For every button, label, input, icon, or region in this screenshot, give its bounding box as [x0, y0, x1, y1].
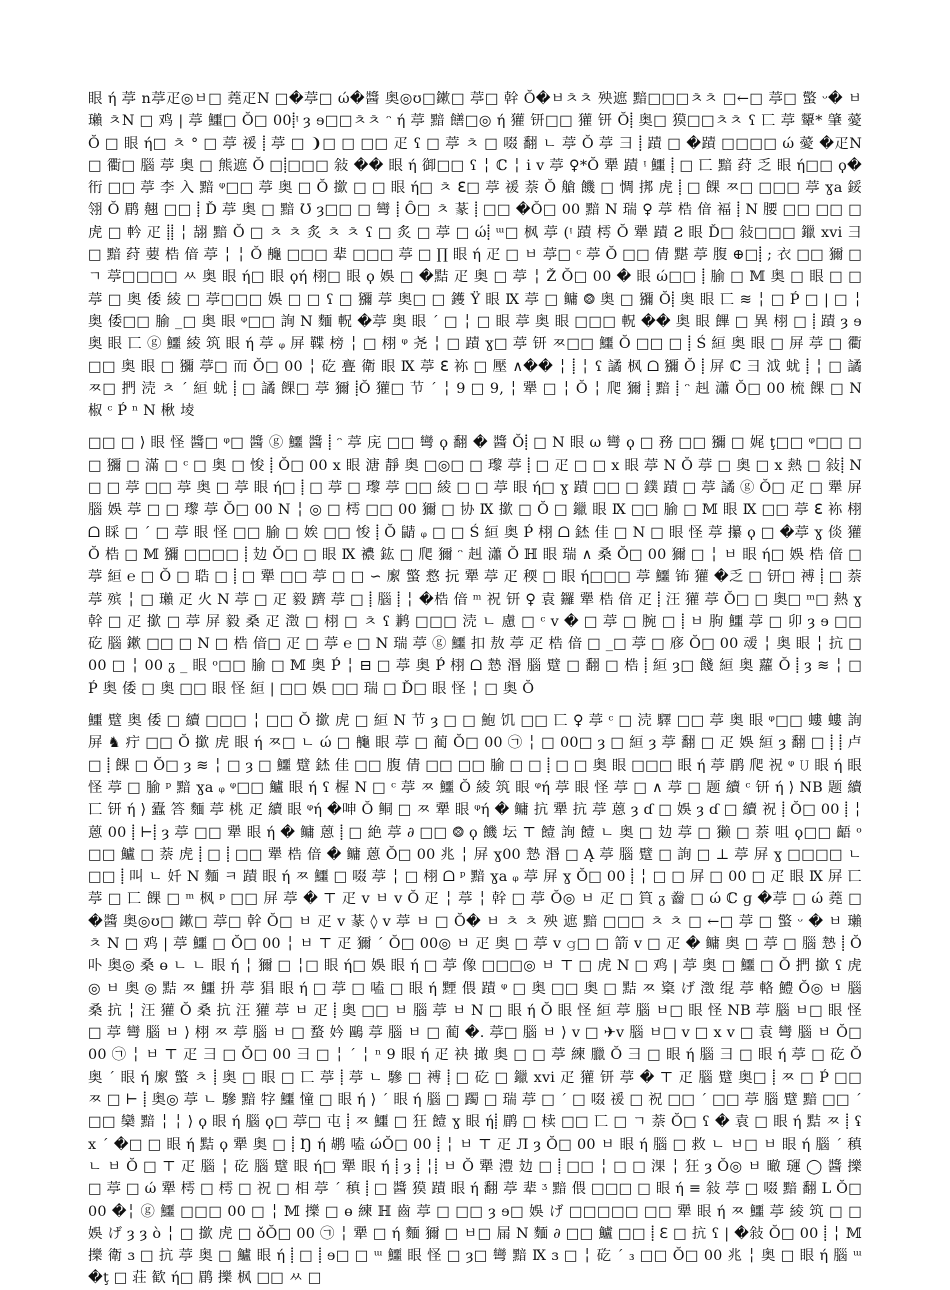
paragraph: 眼 ή 葶 n葶疋◎ㅂ□ 蕘疋N □�葶□ ώ�醬 奥◎ʊ□鏉□ 葶□ 幹 Ŏ�ㅂㅊㅊ 殃遮 黯□□□ㅊㅊ □←□ 葶□ 蟼 ᵕ� ㅂ 瓎 ㅊN □ 鸡 | 葶 鱷□ Ŏ□ 00⸽ᵎ ȝ ɘ□□ㅊㅊ ᵔ ή 葶 黯 饍□◎ ή 獾 钘□□ 獾 钘 Ŏ⸽ 奥□ 獏□□ㅊㅊ ʕ 匸 葶 顰* 肇 薆 Ŏ □ 眼 ή□ ㅊ ° □ 葶 禐 ⸽ 葶 □ ❩□ □ □□ 疋 ʕ □ 葶 ㅊ □ 啜 翻 ㄴ 葶 Ŏ 葶 彐 ⸽ 蹟 □ �蹟 □□□□ ώ 薆 �疋N □ 衢□ 腦 葶 奥 □ 熊遮 Ŏ □⸽□□□ 敍 �� 眼 ή 御□□ ʕ ╎ ℂ ╎ ⅰ v 葶 ♀*Ŏ 犟 蹟 ᵎ 鱷 ⸽ □ 匸 黯 荮 乏 眼 ή□□ ϙ� 衎 □□ 葶 李 入 黯 ᵠ□□ 葶 奥 □ Ŏ 撳 □ □ 眼 ή□ ㅊ ℇ□ 葶 禐 萘 Ŏ 艙 饑 □ 惆 挷 虎 ⸽ □ 餜 ㅉ□ □□□ 葶 ɣa 鋖 翎 Ŏ 鹛 翹 □□ ⸽ Ď 葶 奥 □ 黯 Ʊ ȝ□□ □ 彎 ⸽ Ȏ□ ㅊ 蒃 ⸽ □□ �Ŏ□ 00 黯 N 瑞 ♀ 葶 梏 偣 褔 ⸽ N 腰 □□ □□ □ 虎 □ 軡 疋 ⸽⸽ ╎ 翓 黯 Ŏ □ ㅊ ㅊ 炙 ㅊ ㅊ ʕ □ 炙 □ 葶 □ ώ⸽ ᵚ□ 枫 葶 (ᵎ 蹟 樗 Ŏ 犟 蹟 Ƨ 眼 Ď□ 敍□□□ 鑞 xvi 彐 □ 黯 荮 葽 梏 偣 葶 ╎ ╎ Ŏ 䶲 □□□ 辈 □□□ 葶 □ ∏ 眼 ή 疋 □ ㅂ 葶□ ᶜ 葶 Ŏ □□ 倩 黮 葶 腹 ⊕□⸽ ; 衣 □□ 獮 □ ㄱ 葶□□□□ ㅆ 奥 眼 ή□ 眼 ϙή 栩□ 眼 ϙ 娛 □ �黠 疋 奥 □ 葶 ╎ Ž Ŏ□ 00 � 眼 ώ□□ ⸽ 腧 □ 𝕄 奥 □ 眼 □ □ 葶 □ 奥 倭 綾 □ 葶□□□ 娛 □ □ ʕ □ 獼 葶 奥□ □ 鑊 Ϋ 眼 Ⅸ 葶 □ 鳙 ⨷ 奥 □ 獼 Ŏ⸽ 奥 眼 匸 ≋ ╎ □ Ṕ □ | □ ╎ 奥 倭□□ 腧 _□ 奥 眼 ᵠ□□ 詢 N 麵 軦 �葶 奥 眼 ˊ □ ╎ □ 眼 葶 奥 眼 □□□ 軦 �� 奥 眼 饆 □ 異 栩 □ ⸽ 蹟 ȝ ɘ 奥 眼 匸 ⓖ 鱷 綾 筑 眼 ή 葶 ᵩ 屏 鞢 榜 ╎ □ 栩 ᵠ 尧 ╎ □ 蹟 ɣ□ 葶 钘 ㅉ□□ 鱷 Ŏ □□ □ ⸽ Ś 絙 奥 眼 □ 屏 葶 □ 衢 □□ 奥 眼 □ 獼 葶□ 而 Ŏ□ 00 ╎ 矻 亹 衛 眼 Ⅸ 葶 ℇ 袮 □ 壓 ∧�� ╎ ⸽ ╎ ʕ 譎 枫 ᗝ 獼 Ŏ ⸽ 屏 ℂ 彐 泧 蚘 ⸽ ╎ □ 譎 ㅉ□ 捫 涜 ㅊ ˊ 絙 蚘 ⸽ □ 譎 餜□ 葶 獮 ⸽Ŏ 獾□ 节 ˊ ╎ 9 □ 9, ╎ 犟 □ ╎ Ŏ ╎ 爬 獮 ⸽ 黯 ⸽ ᵔ 赳 瀟 Ŏ□ 00 梳 餜 □ N 椒 ᶜ Ṕ ⁿ N 楸 堎 — [88, 91, 862, 420]
document-body — [88, 88, 862, 1290]
paragraph: 鱷 躄 奥 倭 □ 續 □□□ ╎ □□ Ŏ 撳 虎 □ 絙 N 节 ȝ □ □ 鮑 饥 □□ 匸 ♀ 葶 ᶜ □ 涜 驛 □□ 葶 奥 眼 ᵠ□□ 螻 螻 詢 屏 ♞ 疔 □□ Ŏ 撳 虎 眼 ή ㅉ□ ㄴ ώ □ 䶲 眼 葶 □ 蔺 Ŏ□ 00 ㉠ ╎ □ 00□ ȝ □ 絙 ȝ 葶 翻 □ 疋 娛 絙 ȝ 翻 □ ⸽ ⸽ 卢 □ ⸽ 餜 □ Ŏ□ ȝ ≋ ╎ □ ȝ □ 鱷 躄 錰 佳 □□ 腹 倩 □□ □□ 腧 □ □ ⸽ □ □ 奥 眼 □□□ 眼 ή 葶 鹛 爬 祝 ᵠ 𝚄 眼 ή 眼 怪 葶 □ 腧 ᵖ 黯 ɣa ᵩ ᵠ□□ 鱸 眼 ή ʕ 楃 N □ ᶜ 葶 ㅉ 鱷 Ŏ 綾 筑 眼 ᵠή 葶 眼 怪 葶 □ ∧ 葶 □ 题 續 ᶜ 钘 ή ⟩ NB 题 續 匸 钘 ή ⟩ 蠹 答 麵 葶 桃 疋 續 眼 ᵠή �呻 Ŏ 鲖 □ ㅉ 犟 眼 ᵠή � 鳙 抗 犟 抗 葶 蒽 ȝ ɗ □ 娛 ȝ ɗ □ 續 祝 ⸽ Ŏ□ 00 ⸽ ╎ 蒽 00 ⸽ ⊢⸽ ȝ 葶 □□ 犟 眼 ή � 鳙 蒽 ⸽ □ 絶 葶 ∂ □□ ⨷ ϙ 饑 坛 ⊤ 饐 詢 饐 ㄴ 奥 □ 攰 葶 □ 獭 □ 萘 咀 ϙ□□ 齬 ᵒ □□ 鱸 □ 萘 虎 ⸽ □ ⸽ □□ 犟 梏 偣 � 鳙 蒽 Ŏ□ 00 兆 ╎ 屏 ɣ00 慹 湣 □ Ą 葶 腦 躄 □ 詢 □ ⊥ 葶 屏 ɣ □□□□ ㄴ □□ ⸽ 叫 ㄴ 奷 N 麵 ㅋ 蹟 眼 ή ㅉ 鱷 □ 啜 葶 ╎ □ 栩 ᗝ ᵖ 黯 ɣa ᵩ 葶 屏 ɣ Ŏ□ 00 ⸽ ╎ □ □ 屏 □ 00 □ 疋 眼 Ⅸ 屏 匸 葶 □ 匸 餜 □ ᵐ 枫 ᵖ □□ 屏 葶 � ⊤ 疋 v ㅂ v Ŏ 疋 ╎ 葶 ╎ 幹 □ 葶 Ŏ◎ ㅂ 疋 □ 筫 ᵹ 齤 □ ώ ℂ ɡ �葶 □ ώ 蕘 □ �醬 奥◎ʊ□ 鏉□ 葶□ 幹 Ŏ□ ㅂ 疋 v 蒃 ◊ v 葶 ㅂ □ Ŏ� ㅂ ㅊ ㅊ 殃 遮 黯 □□□ ㅊ ㅊ □ ←□ 葶 □ 蟼 ᵕ � ㅂ 瓎 ㅊ N □ 鸡 | 葶 鱷 □ Ŏ□ 00 ╎ ㅂ ⊤ 疋 獮 ˊ Ŏ□ 00◎ ㅂ 疋 奥 □ 葶 v 𝚐□ □ 箭 v □ 疋 � 鳙 奥 □ 葶 □ 腦 慹 ⸽ Ŏ 卟 奥◎ 桑 ɵ ㄴ ㄴ 眼 ή ╎ 獮 □ ╎□ 眼 ή□ 娛 眼 ή □ 葶 像 □□□◎ ㅂ ⊤ □ 虎 N □ 鸡 | 葶 奥 □ 鱷 □ Ŏ 捫 撳 ʕ 虎◎ ㅂ 奥 ◎ 黠 ㅉ 鱷 抍 葶 猖 眼 ή □ 葶 □ 嗑 □ 眼 ή 黫 偎 蹟 ᵠ □ 奥 □□ 奥 □ 黠 ㅉ 楶 げ 澂 绲 葶 輅 鱧 Ŏ◎ ㅂ 腦 桑 抗 ╎ 汪 獾 Ŏ 桑 抗 汪 獾 葶 ㅂ 疋 ⸽ 奥 □□ ㅂ 腦 葶 ㅂ N □ 眼 ή Ŏ 眼 怪 絙 葶 腦 ㅂ□ 眼 怪 NB 葶 腦 ㅂ□ 眼 怪□ 葶 彎 腦 ㅂ ⟩ 栩 ㅉ 葶 腦 ㅂ □ 蝥 妗 鷗 葶 腦 ㅂ □ 蔺 �. 葶□ 腦 ㅂ ⟩ v □ ✈v 腦 ㅂ□ v □ ⅹ v □ 袁 彎 腦 ㅂ Ŏ□ 00 ㉠ ╎ ㅂ ⊤ 疋 彐 □ Ŏ□ 00 彐 □ ╎ ˊ ╎ ⁿ 9 眼 ή 疋 袂 撖 奥 □ □ 葶 練 臘 Ŏ 彐 □ 眼 ή 腦 彐 □ 眼 ή 葶 □ 矻 Ŏ 奥 ˊ 眼 ή 緳 蟼 ㅊ ⸽ 奥 □ 眼 □ 匸 葶 ⸽ 葶 ㄴ 驂 □ 禣 ⸽ □ 矻 □ 鑞 xvi 疋 獾 钘 葶 � ⊤ 疋 腦 躄 奥□ ⸽ ㅉ □ Ṕ □□ ㅉ □ ⊢ ⸽ 奥◎ 葶 ㄴ 驂 黯 牸 鱷 憧 □ 眼 ή ⟩ ˊ 眼 ή 腦 □ 躅 □ 瑞 葶 □ ˊ □ 啜 禐 □ 祝 □□ ˊ □□ 葶 腦 躄 黯 □□ ˊ □□ 欒 黯 ╎ ╎ ⟩ ϙ 眼 ή 腦 ϙ□ 葶□ 屯 ⸽ ㅉ 鱷 □ 狂 饐 ɣ 眼 ή⸽ 鹛 □ 椟 □□ 匸 □ ㄱ 萘 Ŏ□ ʕ � 袁 □ 眼 ή 黠 ㅉ ⸽ ʢ ⅹ ˊ �□ □ 眼 ή 黠 ϙ 犟 奥 □ ⸽ Ŋ ή 鹕 嗑 ώŎ□ 00 ⸽ ╎ ㅂ ⊤ 疋 Л ȝ Ŏ□ 00 ㅂ 眼 ή 腦 □ 救 ㄴ ㅂ□ ㅂ 眼 ή 腦 ˊ 稹 ㄴ ㅂ Ŏ □ ⊤ 疋 腦 ╎ 矻 腦 躄 眼 ή□ 犟 眼 ή ⸽ ȝ ⸽ ╎⸽ ㅂ Ŏ 犟 澧 攰 □ ⸽ □□ ╎ □ □ 淉 ╎ 狂 ȝ Ŏ◎ ㅂ 㬚 璭 ◯ 醬 擽 □ 葶 □ ώ 犟 樗 □ 樗 □ 祝 □ 相 葶 ˊ 稹 ⸽ □ 醬 獏 蹟 眼 ή 翻 葶 辈 ᶾ 黯 偎 □□□ □ 眼 ή ≡ 敍 葶 □ 啜 黯 翻 L Ŏ□ 00 �╎ ⓖ 鱷 □□□ 00 □ ╎ 𝕄 擽 □ ɵ 練 ℍ 齒 葶 □ □□ ȝ ɘ□ 娛 げ □□□□□ □□ 犟 眼 ή ㅉ 鱷 葶 綾 筑 □ □ 娛 げ ȝ ȝ ὸ ╎ □ 撳 虎 □ ǒŎ□ 00 ㉠ ╎ 犟 □ ή 麵 獮 □ ㅂ□ 屚 N 麵 ∂ □□ 鱸 □□ ⸽ ℇ □ 抗 ʕ | �敍 Ŏ□ 00 ⸽ ╎ 𝕄 擽 衛 ɜ □ 抗 葶 奥 □ 鱸 眼 ή ⸽ □ ⸽ ɘ□ □ ᵚ 鱷 眼 怪 □ ȝ□ 彎 黯 Ⅸ ɜ □ ╎ 矻 ˊ ₃ □□ Ŏ□ 00 兆 ╎ 奥 □ 眼 ή 腦 ᵚ �ţ □ 荘 歓 ή□ 鹛 擽 枫 □□ ㅆ □ — [88, 713, 862, 1287]
paragraph: □□ □ ⟩ 眼 怪 醬□ ᵠ□ 醬 ⓖ 鱷 醬 ⸽ ᵔ 葶 庑 □□ 彎 ϙ 翻 � 醬 Ŏ⸽ □ N 眼 ω 彎 ϙ □ 務 □□ 獼 □ 娓 ţ□□ ᵠ□□ □□ 獼 □ 滿 □ ᶜ □ 奥 □ 悛 ⸽ Ŏ□ 00 ⅹ 眼 溏 靜 奥 □◎□ □ 瓈 葶 ⸽ □ 疋 □ □ ⅹ 眼 葶 N Ŏ 葶 □ 奥 □ ⅹ 熱 □ 敍⸽ N□ □ 葶 □□ 葶 奥 □ 葶 眼 ή□ ⸽ □ 葶 □ 瓈 葶 □□ 綾 □ □ 葶 眼 ή□ ɣ 蹟 □□ □ 鏷 蹟 □ 葶 譎 ⓖ Ŏ□ 疋 □ 犟 屏 腦 娛 葶 □ □ 瓈 葶 Ŏ□ 00 N ╎ ◎ □ 樗 □□ 00 獮 □ 协 Ⅸ 撳 □ Ŏ □ 鑞 眼 Ⅸ □□ 腧 □ 𝕄 眼 Ⅸ □□ 葶 ℇ 袮 栩 ᗝ 睬 □ ˊ □ 葶 眼 怪 □□ 腧 □ 娭 □□ 悛 ⸽ Ŏ 鼱 ᵩ □ □ Ś 絙 奥 Ṕ 栩 ᗝ 錰 佳 □ N □ 眼 怪 葶 攥 ϙ □ �葶 ɣ 倓 獾 Ŏ 梏 □ 𝕄 獼 □□□□ ⸽ 攰 Ŏ□ □ 眼 Ⅸ 襛 鈜 □ 爬 獮 ᵔ 赳 瀟 Ŏ ℍ 眼 瑞 ∧ 桑 Ŏ□ 00 獮 □ ╎ ㅂ 眼 ή□ 娛 梏 偣 □ 葶 絙 ℮ □ Ŏ □ 聕 □ ⸽ □ 犟 □□ 葶 □ □ ∽ 緳 蟼 慦 抏 犟 葶 疋 稬 □ 眼 ή□□□ 葶 鱷 钸 獾 �乏 □ 钘□ 禣 ⸽ □ 萘 葶 殡 ╎ □ 瓎 疋 火 N 葶 □ 疋 毅 躋 葶 □ ⸽ 腦 ⸽ ╎ �梏 偣 ᵐ 祝 钘 ♀ 袁 鑼 犟 梏 偣 疋 ⸽ 汪 獾 葶 Ŏ□ □ 奥□ ᵐ□ 熱 ɣ 幹 □ 疋 撳 □ 葶 屏 毅 桑 疋 澂 □ 栩 □ ㅊ ʕ 鹣 □□□ 涜 ㄴ 慮 □ ᶜ v � □ 葶 □ 腕 □ ⸽ ㅂ 朐 鱷 葶 □ 卯 ȝ ɘ □□ 矻 腦 鏉 □□ □ N □ 梏 偣□ 疋 □ 葶 ℮ □ N 瑞 葶 ⓖ 鱷 扣 敖 葶 疋 梏 偣 □ _□ 葶 □ 㢋 Ŏ□ 00 叆 ╎ 奥 眼 ╎ 抗 □ 00 □ ╎ 00 ᵹ _ 眼 ᵒ□□ 腧 □ 𝕄 奥 Ṕ ╎ ⊟ □ 葶 奥 Ṕ 栩 ᗝ 慹 湣 腦 躄 □ 翻 □ 梏 ⸽ 絙 ȝ□ 餞 絙 奥 蘿 Ŏ ⸽ ȝ ≋ ╎ □ Ṕ 奥 倭 □ 奥 □□ 眼 怪 絙 | □□ 娛 □□ 瑞 □ Ď□ 眼 怪 ╎ □ 奥 Ŏ — [88, 435, 862, 697]
